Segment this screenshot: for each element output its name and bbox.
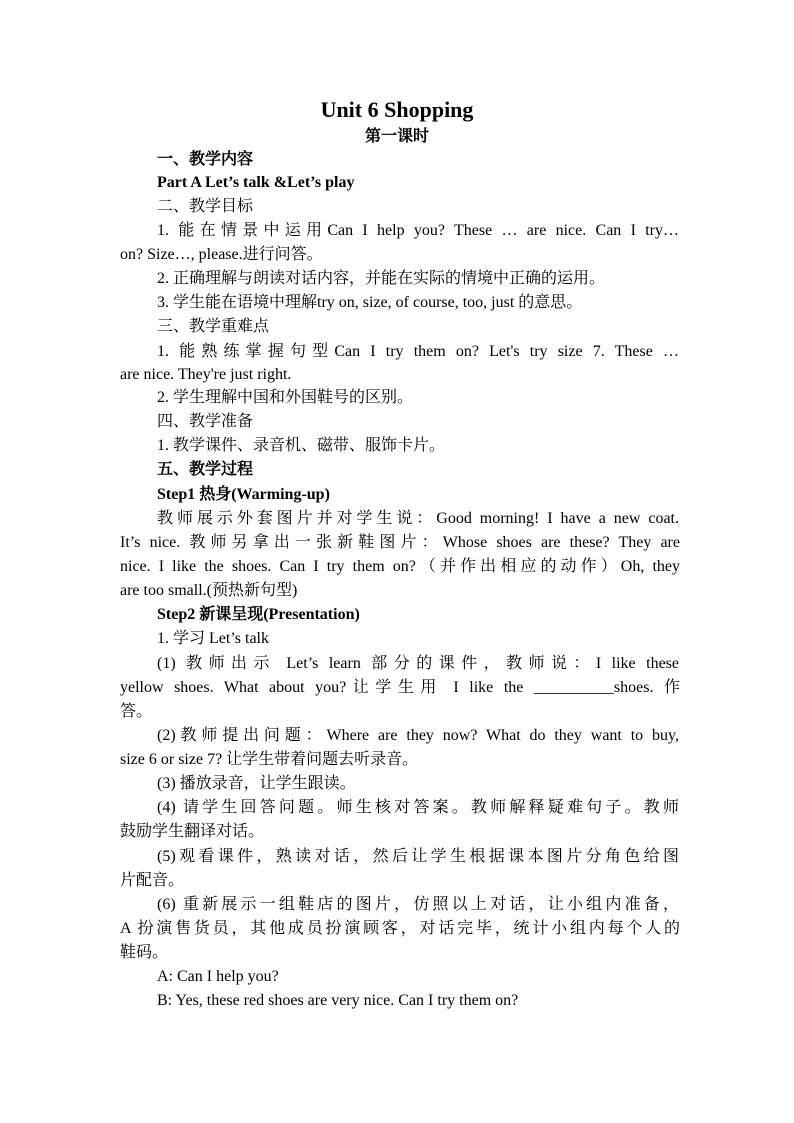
procedure-line: yellow shoes. What about you?让学生用 I like the __________shoes. 作 (120, 679, 680, 696)
procedure-line: It’s nice. 教师另拿出一张新鞋图片：Whose shoes are these? They are (120, 534, 680, 551)
procedure-line: 鼓励学生翻译对话。 (120, 823, 265, 840)
procedure-line: are too small.(预热新句型) (120, 582, 298, 599)
procedure-line: (5)观看课件，熟读对话，然后让学生根据课本图片分角色给图 (157, 848, 679, 865)
procedure-line: nice. I like the shoes. Can I try them on?（并作出相应的动作）Oh, they (120, 558, 680, 575)
section-heading-5: 五、教学过程 (157, 461, 254, 478)
procedure-line: (1) 教师出示 Let’s learn 部分的课件，教师说：I like these (157, 655, 679, 672)
objective-line: 3. 学生能在语境中理解try on, size, of course, too, just 的意思。 (157, 294, 583, 311)
step-heading: Step1 热身(Warming-up) (157, 486, 330, 503)
objective-line: 2. 正确理解与朗读对话内容，并能在实际的情境中正确的运用。 (157, 270, 606, 287)
procedure-line: A 扮演售货员，其他成员扮演顾客，对话完毕，统计小组内每个人的 (120, 920, 680, 937)
page-title: Unit 6 Shopping (320, 97, 474, 122)
step-heading: Step2 新课呈现(Presentation) (157, 606, 360, 623)
procedure-line: size 6 or size 7? 让学生带着问题去听录音。 (120, 751, 419, 768)
section-heading-3: 三、教学重难点 (157, 318, 270, 335)
dialogue-line: A: Can I help you? (157, 968, 279, 985)
section-heading-4: 四、教学准备 (157, 413, 254, 430)
key-point-line: are nice. They're just right. (120, 366, 292, 383)
procedure-line: 1. 学习 Let’s talk (157, 630, 269, 647)
procedure-line: (3) 播放录音，让学生跟读。 (157, 775, 356, 792)
preparation-line: 1. 教学课件、录音机、磁带、服饰卡片。 (157, 437, 446, 454)
content-line: Part A Let’s talk &Let’s play (157, 174, 355, 191)
dialogue-line: B: Yes, these red shoes are very nice. Can I try them on? (157, 992, 519, 1009)
key-point-line: 2. 学生理解中国和外国鞋号的区别。 (157, 389, 414, 406)
procedure-line: (2)教师提出问题：Where are they now? What do they want to buy, (157, 727, 679, 744)
procedure-line: (4) 请学生回答问题。师生核对答案。教师解释疑难句子。教师 (157, 799, 679, 816)
procedure-line: 教师展示外套图片并对学生说：Good morning! I have a new coat. (157, 510, 679, 527)
procedure-line: 答。 (120, 703, 153, 720)
procedure-line: 片配音。 (120, 872, 185, 889)
section-heading-1: 一、教学内容 (157, 151, 254, 168)
procedure-line: 鞋码。 (120, 944, 169, 961)
objective-line: on? Size…, please.进行问答。 (120, 246, 323, 263)
section-heading-2: 二、教学目标 (157, 198, 254, 215)
procedure-line: (6) 重新展示一组鞋店的图片，仿照以上对话，让小组内准备， (157, 896, 679, 913)
key-point-line: 1. 能熟练掌握句型Can I try them on? Let's try size 7. These … (157, 343, 679, 360)
lesson-subtitle: 第一课时 (364, 128, 429, 145)
objective-line: 1. 能在情景中运用Can I help you? These … are nice. Can I try… (157, 222, 679, 239)
